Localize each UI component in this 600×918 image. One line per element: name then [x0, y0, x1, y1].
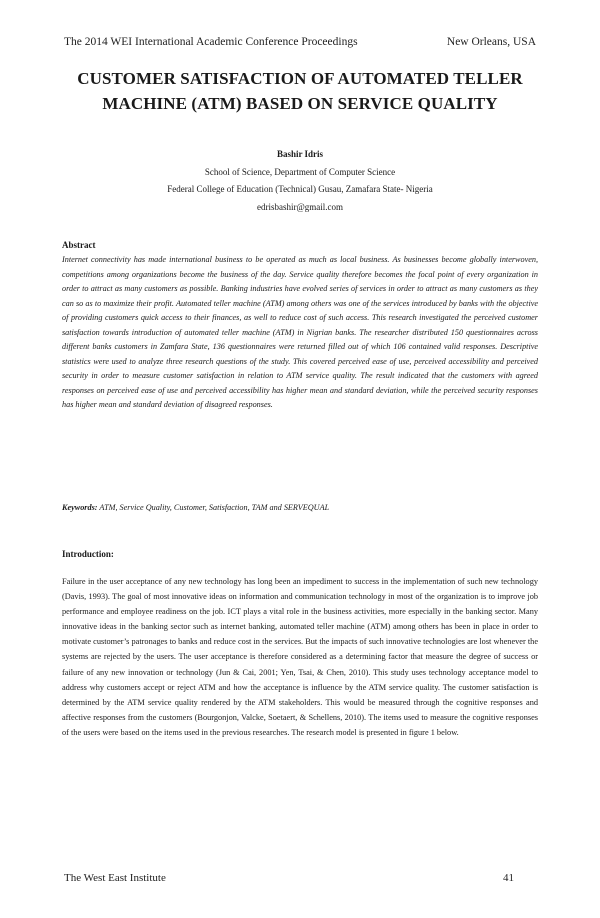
- author-email: edrisbashir@gmail.com: [256, 201, 344, 212]
- author-affiliation-1: School of Science, Department of Computer Science: [204, 166, 396, 177]
- author-name: Bashir Idris: [276, 149, 324, 159]
- author-block: [40, 146, 560, 216]
- keywords-text: ATM, Service Quality, Customer, Satisfaction, TAM and SERVEQUAL: [99, 503, 330, 512]
- keywords-label: Keywords:: [62, 503, 98, 512]
- header-conference: The 2014 WEI International Academic Conference Proceedings: [64, 36, 358, 48]
- abstract-text: Internet connectivity has made international business to be operated as much as local business. As businesses become globally interwoven, competitions among organizations become the business of the day. Service quality therefore becomes the focal point of every organization in order to attract as many customers as possible. Banking industries have evolved series of services in order to attract as many customers as they can so as to maximize their profit. Automated teller machine (ATM) among others was one of the services introduced by banks with the objective of providing customers quick access to their finances, as well to reduce cost of such access. This research investigated the perceived customer satisfaction towards introduction of automated teller machine (ATM) in Nigrian banks. The researcher distributed 150 questionnaires across different banks customers in Zamfara State, 136 questionnaires were returned filled out of which 106 contained valid responses. Descriptive statistics were used to analyze three research questions of the study. This covered perceived ease of use, perceived accessibility and perceived security in order to measure customer satisfaction in relation to ATM service quality. The result indicated that the customers with agreed responses on perceived ease of use and perceived accessibility has higher mean and standard deviation, while the perceived security responses has higher mean and standard deviation of disagreed responses.: [62, 255, 538, 409]
- introduction-heading: Introduction:: [62, 549, 114, 559]
- running-header: [64, 36, 536, 48]
- header-location: New Orleans, USA: [446, 36, 536, 48]
- keywords: [62, 503, 538, 512]
- page-number: 41: [503, 872, 514, 884]
- abstract-heading: Abstract: [62, 240, 96, 250]
- author-affiliation-2: Federal College of Education (Technical) Gusau, Zamafara State- Nigeria: [167, 184, 433, 194]
- footer-institute: The West East Institute: [64, 872, 166, 884]
- title-line-2: MACHINE (ATM) BASED ON SERVICE QUALITY: [102, 94, 498, 113]
- paper-title: [40, 66, 560, 116]
- running-footer: [64, 872, 514, 884]
- title-line-1: CUSTOMER SATISFACTION OF AUTOMATED TELLER: [77, 69, 523, 88]
- introduction-text: Failure in the user acceptance of any new technology has long been an impediment to success in the implementation of such new technology (Davis, 1993). The goal of most innovative ideas on information and communication technology in most of the organization is to improve job performance and employee readiness on the job. ICT plays a vital role in the business activities, more especially in the banking sector. Many innovative ideas in the banking sector such as internet banking, automated teller machine (ATM) among others has been in place in order to motivate customer’s patronages to banks and reduce cost in the services. But the impacts of such innovative technologies are lost whenever the systems are rejected by the users. The user acceptance is therefore considered as a determining factor that measure the degree of success or failure of any new innovation or technology (Jun & Cai, 2001; Yen, Tsai, & Chen, 2010). This study uses technology acceptance model to address why customers accept or reject ATM and how the acceptance is influence by the ATM service quality. The customer satisfaction is determined by the ATM service quality rendered by the ATM stakeholders. This would be measured through the cognitive responses and affective responses from the customers (Bourgonjon, Valcke, Soetaert, & Schellens, 2010). The items used to measure the cognitive responses of the users were based on the items used in the previous researches. The research model is presented in figure 1 below.: [62, 577, 538, 737]
